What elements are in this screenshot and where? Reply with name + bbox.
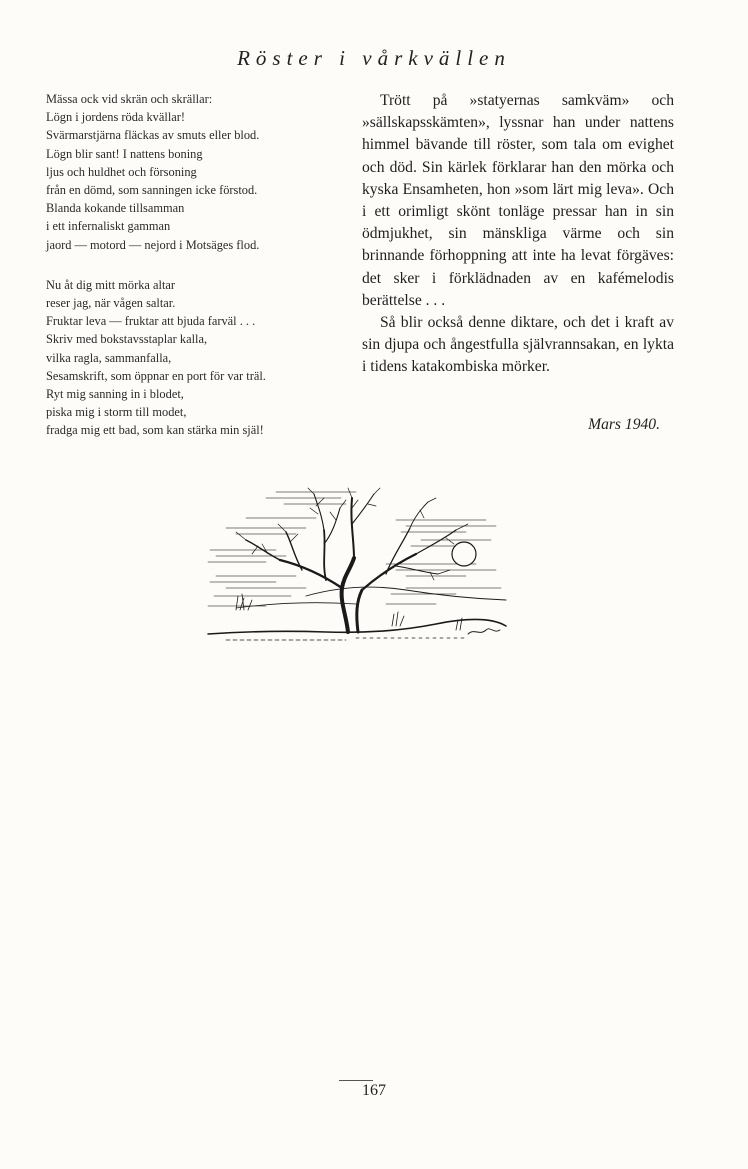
poem-line: piska mig i storm till modet,	[46, 405, 187, 420]
tree-landscape-drawing-icon	[206, 484, 510, 660]
poem-line: från en dömd, som sanningen icke förstod.	[46, 183, 258, 198]
page-number: 167	[362, 1082, 386, 1099]
poem-line: jaord — motord — nejord i Motsäges flod.	[46, 237, 260, 252]
poem-stanza-2	[46, 276, 351, 440]
poem-column	[46, 90, 351, 440]
running-title: Röster i vårkvällen	[237, 46, 511, 70]
poem-line: Blanda kokande tillsamman	[46, 201, 185, 216]
prose-paragraph-2: Så blir också denne diktare, och det i kraft av sin djupa och ångestfulla självrannsakan, en lykta i tidens katakombiska mörker.	[362, 314, 674, 376]
prose-column	[362, 90, 674, 379]
poem-line: vilka ragla, sammanfalla,	[46, 350, 172, 365]
poem-line: Fruktar leva — fruktar att bjuda farväl . . .	[46, 314, 256, 329]
poem-line: Skriv med bokstavsstaplar kalla,	[46, 332, 208, 347]
poem-line: Sesamskrift, som öppnar en port för var träl.	[46, 368, 266, 383]
poem-line: i ett infernaliskt gamman	[46, 219, 171, 234]
poem-line: reser jag, när vågen saltar.	[46, 296, 176, 311]
poem-line: Nu åt dig mitt mörka altar	[46, 277, 176, 292]
poem-line: Mässa ock vid skrän och skrällar:	[46, 92, 213, 106]
folio-rule	[339, 1080, 373, 1081]
dateline: Mars 1940.	[588, 416, 660, 433]
poem-line: Ryt mig sanning in i blodet,	[46, 387, 184, 402]
poem-line: Svärmarstjärna fläckas av smuts eller blod.	[46, 128, 260, 143]
poem-stanza-1	[46, 90, 351, 254]
poem-line: Lögn i jordens röda kvällar!	[46, 110, 186, 125]
poem-line: ljus och huldhet och försoning	[46, 164, 197, 179]
poem-line: Lögn blir sant! I nattens boning	[46, 146, 203, 161]
poem-line: fradga mig ett bad, som kan stärka min själ!	[46, 423, 264, 438]
prose-paragraph-1: Trött på »statyernas samkväm» och »sällskapsskämten», lyssnar han under nattens himmel bävande till röster, som tala om evighet och död. Sin kärlek förklarar han den mörka och kyska Ensamheten, hon »som lärt mig leva». Och i ett orimligt skönt tonläge pressar han in sin ödmjukhet, sin mänskliga värme och sin brinnande förhoppning att inte ha levat förgäves: det sker i förklädnaden av en kafémelodis berättelse . . .	[362, 92, 674, 309]
